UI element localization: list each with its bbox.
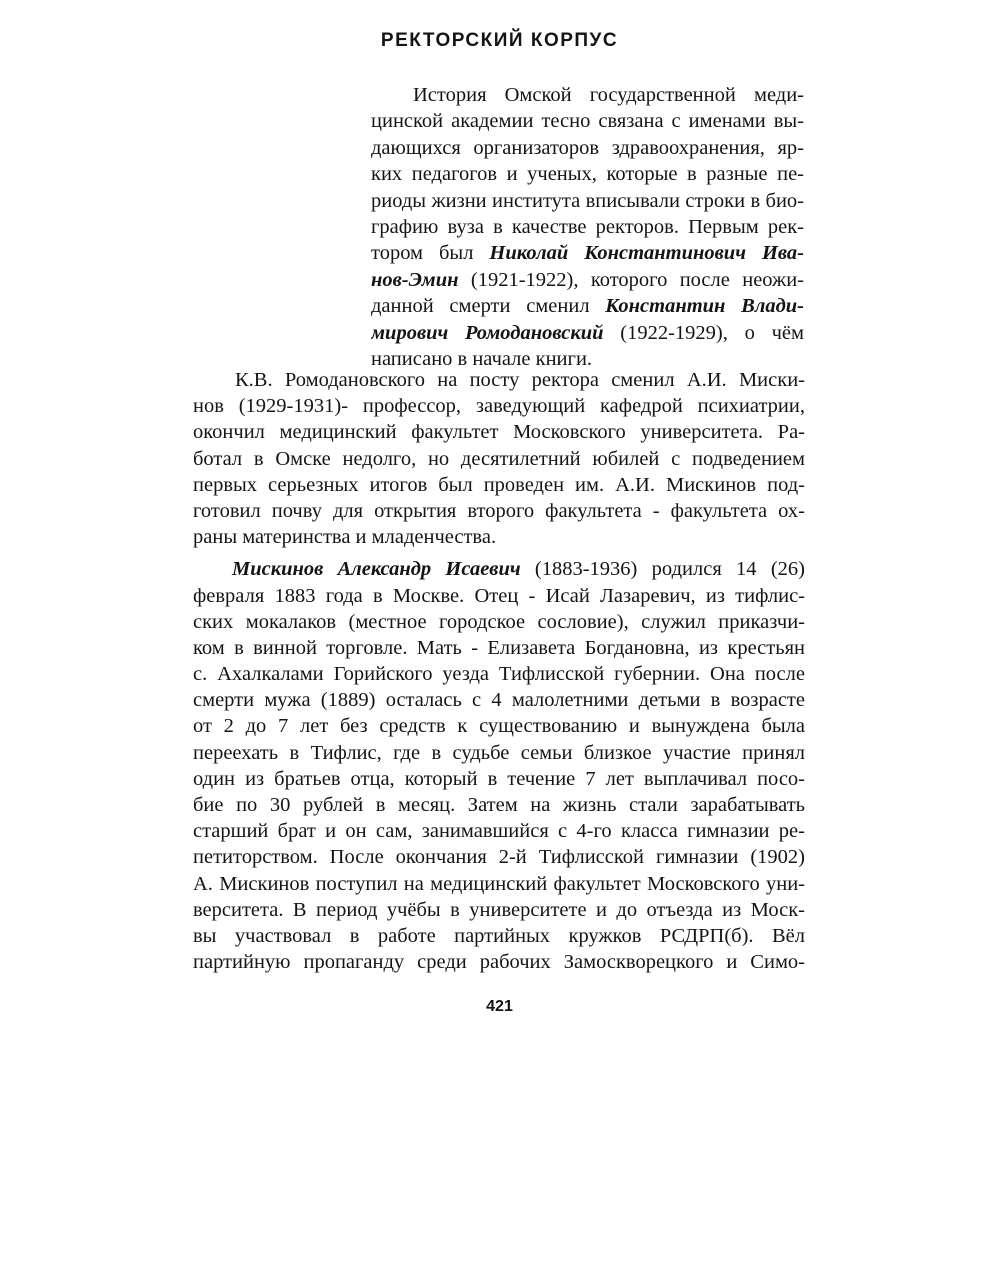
- rector-name-emphasis: мирович Ромодановский: [371, 321, 604, 344]
- text-line: вы участвовал в работе партийных кружков РСДРП(б). Вёл: [193, 924, 805, 947]
- text-line: готовил почву для открытия второго факультета - факультета ох-: [193, 499, 805, 522]
- text-line: старший брат и он сам, занимавшийся с 4-го класса гимназии ре-: [193, 820, 805, 843]
- text-line: [371, 293, 804, 319]
- text-line: февраля 1883 года в Москве. Отец - Исай Лазаревич, из тифлис-: [193, 584, 805, 607]
- text-line: К.В. Ромодановского на посту ректора сменил А.И. Миски-: [235, 369, 805, 391]
- text-line: написано в начале книги.: [371, 347, 593, 370]
- rector-name-emphasis: Константин Влади-: [605, 295, 804, 318]
- text-line: от 2 до 7 лет без средств к существованию и вынуждена была: [193, 715, 805, 738]
- text-line: партийную пропаганду среди рабочих Замоскворецкого и Симо-: [193, 951, 805, 974]
- text-line: ботал в Омске недолго, но десятилетний юбилей с подведением: [193, 447, 805, 470]
- text-line: риоды жизни института вписывали строки в био-: [371, 189, 804, 212]
- text-line: один из братьев отца, который в течение 7 лет выплачивал посо-: [193, 767, 805, 790]
- text-run: (1922-1929), о чём: [603, 321, 804, 344]
- text-line: цинской академии тесно связана с именами вы-: [371, 110, 804, 133]
- text-line: петиторством. После окончания 2-й Тифлисской гимназии (1902): [193, 846, 805, 869]
- paragraph-miskinov-rector: [193, 367, 805, 550]
- text-line: [371, 320, 804, 346]
- text-line: бие по 30 рублей в месяц. Затем на жизнь стали зарабатывать: [193, 794, 805, 816]
- text-line: окончил медицинский факультет Московского университета. Ра-: [193, 421, 805, 444]
- text-run: данной смерти сменил: [371, 295, 606, 318]
- text-line: смерти мужа (1889) осталась с 4 малолетними детьми в возрасте: [193, 689, 805, 712]
- text-line: ком в винной торговле. Мать - Елизавета Богдановна, из крестьян: [193, 636, 805, 659]
- text-line: графию вуза в качестве ректоров. Первым рек-: [371, 215, 804, 238]
- text-line: верситета. В период учёбы в университете и до отъезда из Моск-: [193, 898, 805, 921]
- text-line: первых серьезных итогов был проведен им. А.И. Мискинов под-: [193, 473, 805, 496]
- person-name-emphasis: Мискинов Александр Исаевич: [232, 558, 521, 581]
- text-line: ких педагогов и ученых, которые в разные пе-: [371, 163, 804, 186]
- text-line: с. Ахалкалами Горийского уезда Тифлисской губернии. Она после: [193, 663, 805, 686]
- text-line: [193, 556, 805, 582]
- intro-paragraph: [371, 82, 804, 372]
- rector-name-emphasis: Николай Константинович Ива-: [489, 242, 804, 265]
- text-line: нов (1929-1931)- профессор, заведующий кафедрой психиатрии,: [193, 395, 805, 418]
- text-line: История Омской государственной меди-: [413, 84, 804, 106]
- text-line: дающихся организаторов здравоохранения, яр-: [371, 136, 804, 159]
- body-text: [193, 367, 805, 975]
- text-run: (1883-1936) родился 14 (26): [520, 558, 805, 581]
- paragraph-miskinov-biography: [193, 556, 805, 975]
- text-line: переехать в Тифлис, где в судьбе семьи близкое участие принял: [193, 741, 805, 764]
- text-line: раны материнства и младенчества.: [193, 526, 497, 549]
- text-run: тором был: [371, 242, 490, 265]
- text-line: ских мокалаков (местное городское сословие), служил приказчи-: [193, 610, 805, 633]
- text-run: (1921-1922), которого после неожи-: [458, 268, 804, 291]
- text-line: [371, 240, 804, 266]
- text-line: [371, 267, 804, 293]
- page-number: 421: [486, 998, 513, 1015]
- rector-name-emphasis: нов-Эмин: [371, 268, 459, 291]
- text-line: А. Мискинов поступил на медицинский факультет Московского уни-: [193, 872, 805, 895]
- page-title: РЕКТОРСКИЙ КОРПУС: [380, 30, 619, 51]
